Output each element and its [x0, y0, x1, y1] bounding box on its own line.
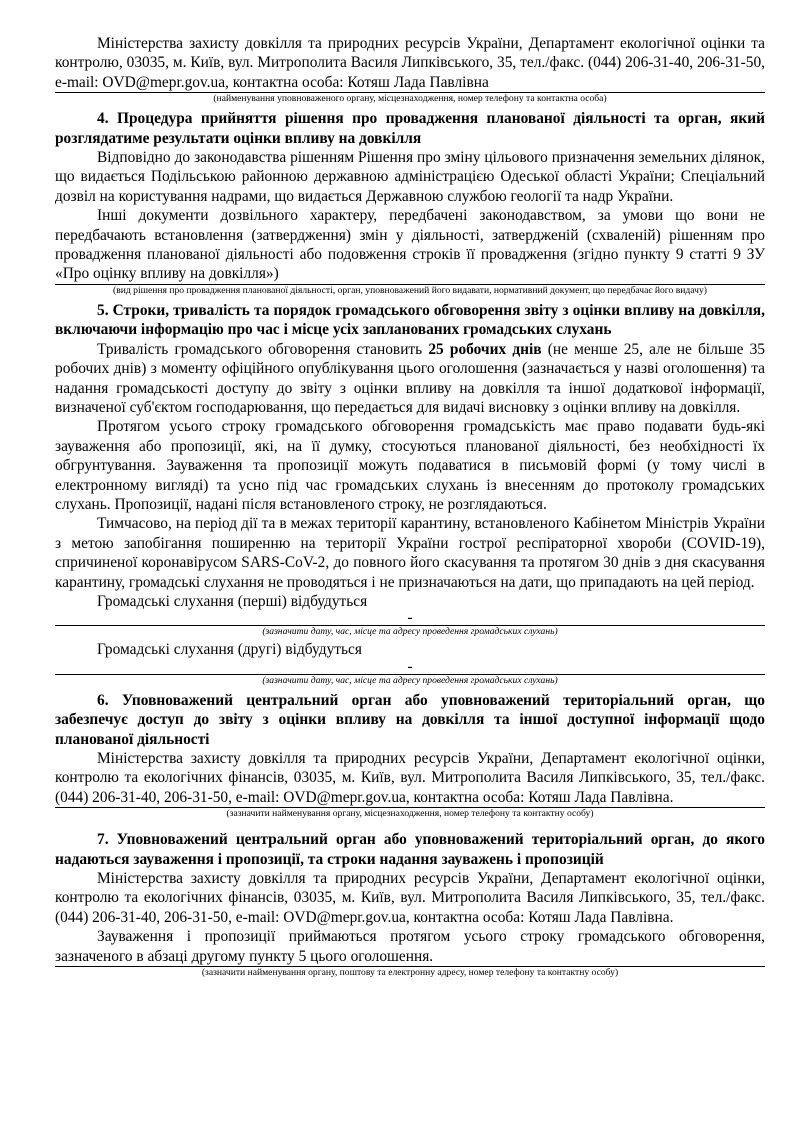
- document-page: [55, 34, 765, 981]
- duration-text-after: (не менше 25, але не більше 35 робочих днів) з моменту офіційного опублікування цього оголошення (зазначається у назві оголошення) та надання громадськості доступу до звіту з оцінки впливу на довкілля та іншої додаткової інформації, визначеної суб'єктом господарювання, що передається для видачі висновку з оцінки впливу на довкілля.: [55, 340, 765, 416]
- section-4-caption: (вид рішення про провадження планованої діяльності, орган, уповноважений його видавати, нормативний документ, що передбачає його видачу): [55, 284, 765, 297]
- hearing-1-label: Громадські слухання (перші) відбудуться: [97, 592, 368, 610]
- hearing-2-value: -: [407, 657, 413, 675]
- section-7-paragraph-2: Зауваження і пропозиції приймаються протягом усього строку громадського обговорення, зазначеного в абзаці другому пункту 5 цього оголошення.: [55, 928, 765, 965]
- section-5-paragraph-2: Протягом усього строку громадського обговорення громадськість має право подавати будь-які зауваження або пропозиції, які, на її думку, стосуються планованої діяльності, без необхідності їх обгрунтування. Зауваження та пропозиції можуть подаватися в письмовій формі (у тому числі в електронному вигляді) та усно під час громадських слухань із внесенням до протоколу громадських слухань. Пропозиції, надані після встановленого строку, не розглядаються.: [55, 418, 765, 513]
- section-4-paragraph-2: Інші документи дозвільного характеру, передбачені законодавством, за умови що вони не передбачають встановлення (затвердження) змін у діяльності, затвердженій (схваленій) рішенням про провадження планованої діяльності або подовження строків її провадження (згідно пункту 9 статті 9 ЗУ «Про оцінку впливу на довкілля»): [55, 207, 765, 283]
- section-5-heading: 5. Строки, тривалість та порядок громадського обговорення звіту з оцінки впливу на довкілля, включаючи інформацію про час і місце усіх запланованих громадських слухань: [55, 301, 765, 339]
- hearing-2-caption: (зазначити дату, час, місце та адресу проведення громадських слухань): [55, 674, 765, 687]
- hearing-1-caption: (зазначити дату, час, місце та адресу проведення громадських слухань): [55, 625, 765, 638]
- duration-text-before: Тривалість громадського обговорення становить: [97, 340, 429, 358]
- section-7-heading: 7. Уповноважений центральний орган або уповноважений територіальний орган, до якого надаються зауваження і пропозиції, та строки надання зауважень і пропозицій: [55, 831, 765, 868]
- section-7-paragraph-1: Міністерства захисту довкілля та природних ресурсів України, Департамент екологічної оцінки, контролю та екологічних фінансів, 03035, м. Київ, вул. Митрополита Василя Липківського, 35, тел./факс. (044) 206-31-40, 206-31-50, e-mail: OVD@mepr.gov.ua, контактна особа: Котяш Лада Павлівна.: [55, 870, 765, 926]
- section-4-heading: 4. Процедура прийняття рішення про провадження планованої діяльності та орган, який розглядатиме результати оцінки впливу на довкілля: [55, 110, 765, 147]
- section-6-caption: (зазначити найменування органу, місцезнаходження, номер телефону та контактну особу): [55, 807, 765, 820]
- hearing-2-label: Громадські слухання (другі) відбудуться: [97, 641, 362, 659]
- hearing-1-value: -: [407, 609, 413, 627]
- organ-contact-text: Міністерства захисту довкілля та природних ресурсів України, Департамент екологічної оцінки та контролю, 03035, м. Київ, вул. Митрополита Василя Липківського, 35, тел./факс. (044) 206-31-40, 206-31-50, e-mail: OVD@mepr.gov.ua, контактна особа: Котяш Лада Павлівна: [55, 35, 765, 91]
- section-4-paragraph-1: Відповідно до законодавства рішенням Рішення про зміну цільового призначення земельних ділянок, що видається Подільською районною державною адміністрацією Одеської області України; Спеціальний дозвіл на користування надрами, що видається Державною службою геології та надр України.: [55, 149, 765, 205]
- section-6-paragraph-1: Міністерства захисту довкілля та природних ресурсів України, Департамент екологічної оцінки, контролю та екологічних фінансів, 03035, м. Київ, вул. Митрополита Василя Липківського, 35, тел./факс. (044) 206-31-40, 206-31-50, e-mail: OVD@mepr.gov.ua, контактна особа: Котяш Лада Павлівна.: [55, 750, 765, 806]
- section-6-heading: 6. Уповноважений центральний орган або уповноважений територіальний орган, що забезпечує доступ до звіту з оцінки впливу на довкілля та іншої доступної інформації щодо планованої діяльності: [55, 691, 765, 748]
- section-7-caption: (зазначити найменування органу, поштову та електронну адресу, номер телефону та контактну особу): [55, 966, 765, 979]
- duration-days: 25 робочих днів: [428, 340, 542, 358]
- section-5-paragraph-3: Тимчасово, на період дії та в межах території карантину, встановленого Кабінетом Міністрів України з метою запобігання поширенню на території України гострої респіраторної хвороби (COVID-19), спричиненої коронавірусом SARS-CoV-2, до повного його скасування та протягом 30 днів з дня скасування карантину, громадські слухання не проводяться і не призначаються на дати, що припадають на цей період.: [55, 515, 765, 591]
- section-5-paragraph-1: [55, 340, 765, 418]
- organ-contact-caption: (найменування уповноваженого органу, місцезнаходження, номер телефону та контактна особа): [55, 92, 765, 105]
